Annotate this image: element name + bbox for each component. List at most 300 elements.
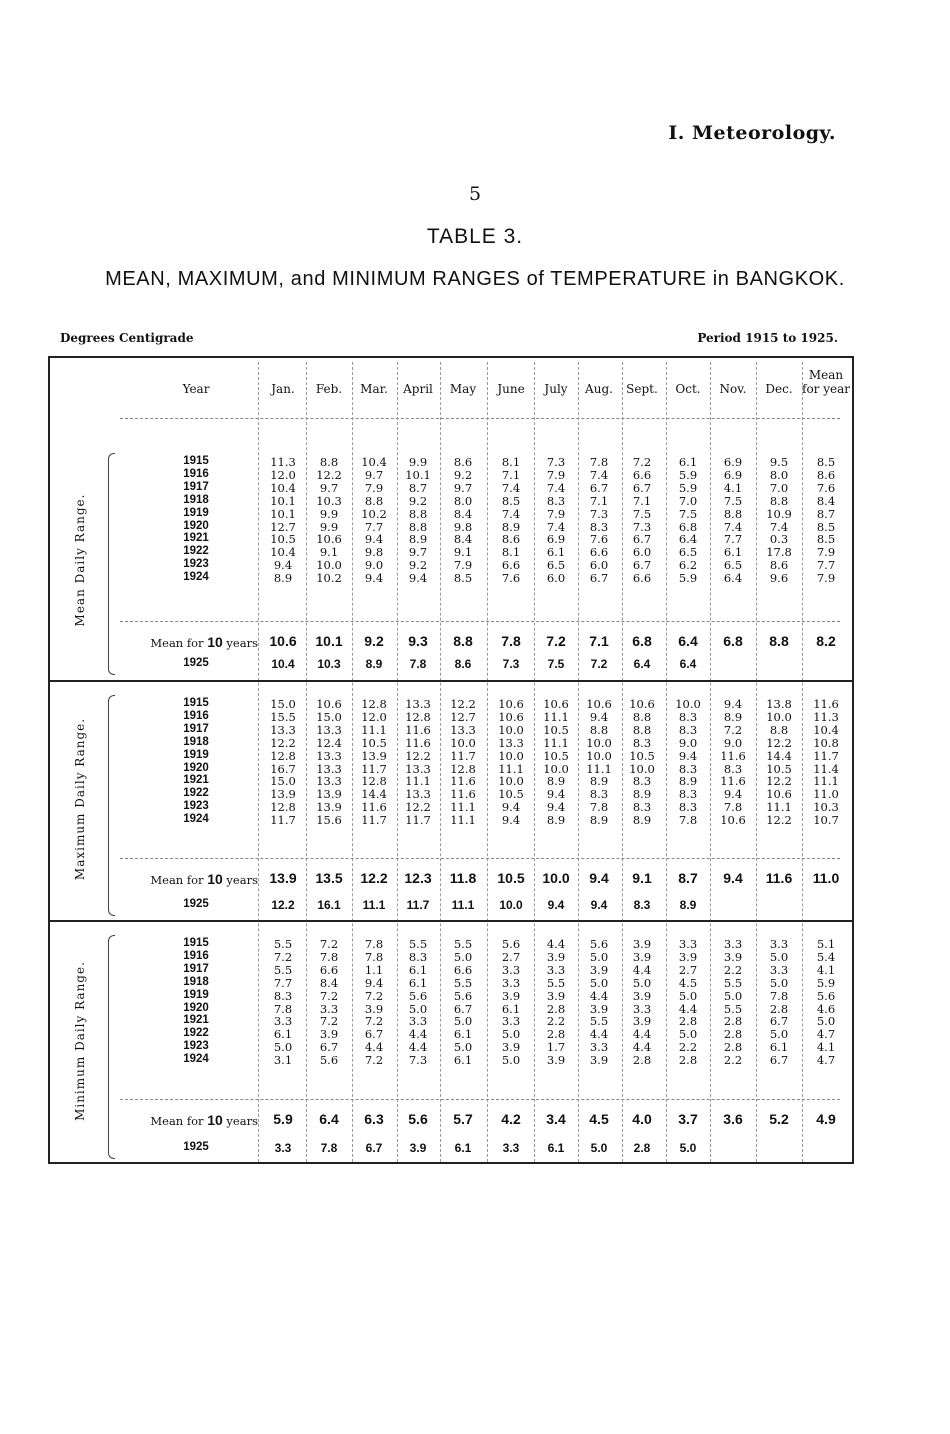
units-label: Degrees Centigrade	[60, 331, 194, 345]
value-cell-1925: 11.1	[362, 898, 386, 912]
mean-cell: 10.5	[497, 870, 525, 886]
value-cell: 5.6	[816, 988, 836, 1003]
year-cell-1925: 1925	[183, 1141, 209, 1153]
value-cell: 3.9	[632, 937, 652, 951]
value-cell: 5.6	[453, 988, 473, 1003]
year-cell: 1923	[183, 1040, 209, 1053]
value-cell: 9.2	[408, 493, 428, 508]
column-divider	[487, 362, 488, 1162]
section-divider	[48, 680, 854, 682]
value-cell: 7.2	[364, 1053, 384, 1068]
value-cell: 7.2	[273, 949, 293, 964]
value-cell: 11.7	[361, 761, 387, 776]
value-cell: 9.7	[364, 467, 384, 482]
value-cell: 9.4	[501, 800, 521, 815]
year-cell: 1917	[183, 962, 209, 975]
year-cell: 1916	[183, 949, 209, 962]
value-cell: 5.0	[769, 1027, 789, 1042]
value-cell: 2.8	[723, 1014, 743, 1029]
column-header-aug: Aug.	[585, 382, 613, 396]
value-cell: 9.2	[453, 467, 473, 482]
value-cell: 3.3	[678, 937, 698, 951]
value-cell: 7.7	[723, 532, 743, 547]
value-cell: 9.4	[723, 697, 743, 711]
mean-cell: 12.2	[360, 870, 388, 886]
value-cell: 3.9	[632, 949, 652, 964]
value-cell: 5.9	[678, 467, 698, 482]
value-cell: 12.2	[270, 735, 296, 750]
value-cell: 7.4	[723, 519, 743, 534]
value-cell: 2.2	[678, 1040, 698, 1055]
value-cell: 4.4	[589, 1027, 609, 1042]
value-cell: 7.5	[678, 506, 698, 521]
value-cell: 5.0	[501, 1027, 521, 1042]
value-cell: 5.6	[319, 1053, 339, 1068]
mean-cell: 10.6	[269, 633, 297, 649]
value-cell: 7.4	[501, 480, 521, 495]
mean-cell: 5.2	[769, 1111, 789, 1127]
value-cell: 15.5	[270, 709, 296, 724]
mean-row-label	[118, 871, 258, 887]
value-cell: 7.8	[319, 949, 339, 964]
value-cell: 8.9	[723, 709, 743, 724]
value-cell: 5.0	[723, 988, 743, 1003]
value-cell: 12.7	[450, 709, 476, 724]
value-cell: 5.5	[273, 937, 293, 951]
value-cell: 6.0	[546, 571, 566, 586]
value-cell: 8.3	[723, 761, 743, 776]
value-cell: 10.2	[316, 571, 342, 586]
value-cell: 7.6	[589, 532, 609, 547]
value-cell: 10.2	[361, 506, 387, 521]
value-cell: 8.4	[319, 975, 339, 990]
mean-cell: 13.5	[315, 870, 343, 886]
value-cell: 8.3	[632, 735, 652, 750]
value-cell: 10.6	[498, 709, 524, 724]
value-cell-1925: 6.4	[633, 657, 651, 671]
value-cell: 7.2	[723, 722, 743, 737]
section-label: Mean Daily Range.	[73, 493, 87, 627]
value-cell: 7.8	[364, 937, 384, 951]
value-cell: 13.9	[270, 787, 296, 802]
value-cell: 5.0	[769, 949, 789, 964]
running-head: I. Meteorology.	[668, 122, 836, 144]
value-cell: 8.8	[408, 519, 428, 534]
value-cell: 7.4	[501, 506, 521, 521]
year-cell-1925: 1925	[183, 898, 209, 910]
value-cell: 4.7	[816, 1053, 836, 1068]
value-cell: 12.2	[766, 735, 792, 750]
value-cell: 0.3	[769, 532, 789, 547]
mean-cell: 9.1	[632, 870, 652, 886]
value-cell: 10.0	[498, 774, 524, 789]
value-cell-1925: 7.8	[409, 657, 427, 671]
year-cell: 1918	[183, 735, 209, 748]
value-cell: 8.4	[453, 532, 473, 547]
value-cell: 2.8	[678, 1053, 698, 1068]
value-cell: 11.3	[270, 455, 296, 469]
value-cell: 8.6	[453, 455, 473, 469]
value-cell: 5.5	[723, 975, 743, 990]
value-cell: 3.1	[273, 1053, 293, 1068]
value-cell: 8.7	[408, 480, 428, 495]
year-cell: 1919	[183, 988, 209, 1001]
value-cell: 11.6	[720, 774, 746, 789]
value-cell: 7.4	[589, 467, 609, 482]
year-cell: 1915	[183, 455, 209, 467]
value-cell: 9.4	[364, 532, 384, 547]
value-cell: 7.8	[364, 949, 384, 964]
value-cell: 5.5	[273, 962, 293, 977]
value-cell: 8.4	[453, 506, 473, 521]
value-cell: 8.3	[408, 949, 428, 964]
value-cell: 9.4	[589, 709, 609, 724]
value-cell: 4.1	[723, 480, 743, 495]
mean-cell: 6.4	[319, 1111, 339, 1127]
value-cell: 1.7	[546, 1040, 566, 1055]
value-cell: 3.9	[723, 949, 743, 964]
value-cell: 11.0	[813, 787, 839, 802]
value-cell: 8.8	[632, 722, 652, 737]
value-cell: 10.5	[629, 748, 655, 763]
value-cell: 10.6	[498, 697, 524, 711]
value-cell: 8.4	[816, 493, 836, 508]
value-cell: 6.6	[632, 467, 652, 482]
value-cell: 12.8	[361, 774, 387, 789]
value-cell: 8.7	[816, 506, 836, 521]
value-cell: 5.0	[501, 1053, 521, 1068]
value-cell: 2.2	[723, 962, 743, 977]
value-cell-1925: 8.9	[679, 898, 697, 912]
value-cell: 2.8	[769, 1001, 789, 1016]
value-cell: 7.4	[546, 519, 566, 534]
value-cell: 6.7	[364, 1027, 384, 1042]
value-cell: 2.8	[546, 1027, 566, 1042]
value-cell: 5.0	[678, 1027, 698, 1042]
value-cell: 10.0	[675, 697, 701, 711]
value-cell: 6.6	[589, 545, 609, 560]
value-cell: 7.2	[319, 988, 339, 1003]
value-cell: 9.9	[319, 506, 339, 521]
section-brace	[108, 935, 115, 1159]
value-cell: 7.7	[273, 975, 293, 990]
value-cell: 9.4	[364, 975, 384, 990]
value-cell: 5.5	[589, 1014, 609, 1029]
value-cell: 7.0	[769, 480, 789, 495]
value-cell: 11.3	[813, 709, 839, 724]
mean-cell: 7.1	[589, 633, 609, 649]
table-title: MEAN, MAXIMUM, and MINIMUM RANGES of TEMPERATURE in BANGKOK.	[105, 268, 845, 290]
column-divider	[258, 362, 259, 1162]
value-cell: 10.7	[813, 813, 839, 828]
value-cell: 12.2	[450, 697, 476, 711]
value-cell: 9.4	[678, 748, 698, 763]
value-cell: 5.0	[453, 1040, 473, 1055]
section-divider	[48, 920, 854, 922]
value-cell: 10.3	[813, 800, 839, 815]
mean-cell: 10.1	[315, 633, 343, 649]
value-cell: 8.5	[816, 532, 836, 547]
value-cell: 10.0	[586, 748, 612, 763]
mean-cell: 9.3	[408, 633, 428, 649]
value-cell: 10.6	[766, 787, 792, 802]
value-cell-1925: 8.9	[365, 657, 383, 671]
year-cell: 1923	[183, 558, 209, 571]
year-cell: 1916	[183, 709, 209, 722]
column-header-dec: Dec.	[765, 382, 793, 396]
value-cell: 9.9	[319, 519, 339, 534]
value-cell: 14.4	[766, 748, 792, 763]
value-cell: 2.8	[632, 1053, 652, 1068]
value-cell: 8.8	[408, 506, 428, 521]
value-cell: 7.9	[364, 480, 384, 495]
value-cell: 8.9	[678, 774, 698, 789]
mean-cell: 10.0	[542, 870, 570, 886]
column-divider	[802, 362, 803, 1162]
mean-row-label	[118, 1112, 258, 1128]
value-cell: 5.9	[678, 571, 698, 586]
value-cell-1925: 6.1	[454, 1141, 472, 1155]
value-cell: 10.6	[316, 532, 342, 547]
value-cell: 6.0	[632, 545, 652, 560]
mean-label-suffix: years	[222, 1114, 258, 1128]
value-cell: 3.3	[769, 937, 789, 951]
value-cell: 3.3	[319, 1001, 339, 1016]
value-cell: 10.5	[543, 722, 569, 737]
year-cell: 1922	[183, 1027, 209, 1040]
value-cell: 6.6	[453, 962, 473, 977]
value-cell: 2.7	[501, 949, 521, 964]
mean-cell: 8.7	[678, 870, 698, 886]
value-cell: 3.9	[632, 1014, 652, 1029]
value-cell: 3.9	[501, 1040, 521, 1055]
value-cell: 9.4	[546, 800, 566, 815]
value-cell: 10.5	[270, 532, 296, 547]
mean-rule	[120, 858, 840, 859]
mean-cell: 11.8	[449, 870, 477, 886]
value-cell: 5.6	[589, 937, 609, 951]
value-cell: 8.3	[632, 800, 652, 815]
value-cell: 11.6	[450, 787, 476, 802]
section-label: Maximum Daily Range.	[73, 717, 87, 881]
value-cell: 3.3	[546, 962, 566, 977]
value-cell: 8.1	[501, 545, 521, 560]
value-cell: 12.8	[270, 748, 296, 763]
value-cell: 7.9	[816, 571, 836, 586]
value-cell: 11.7	[405, 813, 431, 828]
value-cell: 12.8	[405, 709, 431, 724]
value-cell: 8.6	[501, 532, 521, 547]
value-cell-1925: 8.3	[633, 898, 651, 912]
value-cell: 8.9	[546, 774, 566, 789]
value-cell: 8.3	[589, 519, 609, 534]
value-cell: 6.7	[632, 480, 652, 495]
section-brace	[108, 453, 115, 675]
year-cell: 1921	[183, 532, 209, 545]
value-cell: 3.3	[408, 1014, 428, 1029]
value-cell: 13.9	[361, 748, 387, 763]
value-cell: 10.1	[405, 467, 431, 482]
column-header-july: July	[544, 382, 568, 396]
value-cell: 7.8	[723, 800, 743, 815]
value-cell: 6.1	[453, 1027, 473, 1042]
page-number: 5	[468, 183, 482, 205]
year-cell: 1915	[183, 697, 209, 709]
value-cell: 10.4	[813, 722, 839, 737]
value-cell: 4.4	[546, 937, 566, 951]
value-cell: 3.3	[632, 1001, 652, 1016]
value-cell-1925: 6.1	[547, 1141, 565, 1155]
value-cell-1925: 12.2	[271, 898, 295, 912]
value-cell: 9.1	[319, 545, 339, 560]
value-cell: 6.2	[678, 558, 698, 573]
value-cell: 5.0	[453, 1014, 473, 1029]
value-cell: 3.3	[723, 937, 743, 951]
value-cell: 13.3	[316, 748, 342, 763]
value-cell: 5.0	[816, 1014, 836, 1029]
value-cell: 9.0	[678, 735, 698, 750]
value-cell: 11.6	[813, 697, 839, 711]
value-cell-1925: 5.0	[679, 1141, 697, 1155]
value-cell: 10.5	[766, 761, 792, 776]
value-cell: 11.6	[405, 722, 431, 737]
value-cell: 6.5	[723, 558, 743, 573]
value-cell: 6.5	[678, 545, 698, 560]
value-cell: 8.9	[273, 571, 293, 586]
column-header-jan: Jan.	[271, 382, 295, 396]
value-cell: 5.6	[501, 937, 521, 951]
value-cell: 3.9	[589, 962, 609, 977]
value-cell: 6.7	[589, 480, 609, 495]
value-cell: 11.1	[586, 761, 612, 776]
mean-cell: 8.8	[453, 633, 473, 649]
value-cell: 6.7	[769, 1053, 789, 1068]
value-cell: 3.9	[678, 949, 698, 964]
year-cell: 1915	[183, 937, 209, 949]
column-header-feb: Feb.	[315, 382, 343, 396]
value-cell: 11.1	[450, 813, 476, 828]
value-cell: 9.6	[769, 571, 789, 586]
value-cell: 8.6	[769, 558, 789, 573]
value-cell: 7.9	[453, 558, 473, 573]
value-cell: 4.4	[589, 988, 609, 1003]
value-cell: 3.9	[589, 1053, 609, 1068]
value-cell: 5.5	[453, 975, 473, 990]
value-cell: 3.9	[501, 988, 521, 1003]
value-cell: 10.4	[270, 545, 296, 560]
mean-rule	[120, 621, 840, 622]
mean-cell: 3.4	[546, 1111, 566, 1127]
value-cell: 10.0	[498, 722, 524, 737]
value-cell: 9.0	[364, 558, 384, 573]
year-cell: 1919	[183, 748, 209, 761]
value-cell: 3.3	[501, 962, 521, 977]
value-cell: 14.4	[361, 787, 387, 802]
value-cell: 4.4	[632, 1027, 652, 1042]
value-cell: 7.9	[816, 545, 836, 560]
value-cell: 10.5	[498, 787, 524, 802]
value-cell: 7.2	[364, 988, 384, 1003]
mean-label-num: 10	[207, 634, 223, 650]
value-cell: 6.7	[632, 532, 652, 547]
year-cell-1925: 1925	[183, 657, 209, 669]
value-cell: 8.9	[501, 519, 521, 534]
column-header-sept: Sept.	[626, 382, 658, 396]
value-cell: 11.6	[361, 800, 387, 815]
mean-cell: 5.7	[453, 1111, 473, 1127]
value-cell: 2.8	[678, 1014, 698, 1029]
value-cell: 4.7	[816, 1027, 836, 1042]
year-cell: 1924	[183, 1053, 209, 1066]
value-cell: 8.6	[816, 467, 836, 482]
value-cell: 9.1	[453, 545, 473, 560]
value-cell: 7.3	[632, 519, 652, 534]
value-cell: 10.0	[766, 709, 792, 724]
mean-cell: 3.6	[723, 1111, 743, 1127]
value-cell: 11.1	[498, 761, 524, 776]
value-cell: 6.9	[723, 455, 743, 469]
value-cell: 8.9	[589, 813, 609, 828]
value-cell: 2.8	[546, 1001, 566, 1016]
value-cell: 13.9	[316, 800, 342, 815]
value-cell: 7.2	[319, 1014, 339, 1029]
value-cell: 7.5	[723, 493, 743, 508]
value-cell: 5.0	[678, 988, 698, 1003]
mean-cell: 8.8	[769, 633, 789, 649]
value-cell: 13.3	[405, 697, 431, 711]
value-cell: 10.6	[629, 697, 655, 711]
year-cell: 1924	[183, 571, 209, 584]
value-cell: 13.3	[498, 735, 524, 750]
value-cell: 6.0	[589, 558, 609, 573]
value-cell: 8.8	[632, 709, 652, 724]
value-cell: 4.4	[632, 1040, 652, 1055]
value-cell: 5.9	[816, 975, 836, 990]
column-header-oct: Oct.	[675, 382, 701, 396]
year-cell: 1922	[183, 787, 209, 800]
value-cell: 6.6	[319, 962, 339, 977]
value-cell: 11.1	[813, 774, 839, 789]
value-cell: 6.1	[769, 1040, 789, 1055]
value-cell: 7.1	[501, 467, 521, 482]
column-header-june: June	[497, 382, 525, 396]
value-cell: 6.6	[501, 558, 521, 573]
value-cell: 10.0	[450, 735, 476, 750]
value-cell: 13.8	[766, 697, 792, 711]
mean-cell: 5.9	[273, 1111, 293, 1127]
mean-cell: 11.6	[765, 870, 793, 886]
value-cell: 5.0	[273, 1040, 293, 1055]
value-cell: 3.3	[501, 975, 521, 990]
value-cell: 6.1	[723, 545, 743, 560]
mean-cell: 3.7	[678, 1111, 698, 1127]
value-cell: 6.8	[678, 519, 698, 534]
value-cell: 10.0	[629, 761, 655, 776]
value-cell: 3.9	[546, 949, 566, 964]
column-header-mar: Mar.	[360, 382, 388, 396]
mean-row-label	[118, 634, 258, 650]
value-cell: 12.2	[766, 774, 792, 789]
value-cell: 8.5	[501, 493, 521, 508]
value-cell: 8.9	[408, 532, 428, 547]
value-cell: 9.4	[273, 558, 293, 573]
value-cell: 10.5	[361, 735, 387, 750]
value-cell: 2.7	[678, 962, 698, 977]
value-cell: 10.9	[766, 506, 792, 521]
period-label: Period 1915 to 1925.	[697, 331, 838, 345]
value-cell: 5.0	[769, 975, 789, 990]
value-cell: 8.3	[589, 787, 609, 802]
